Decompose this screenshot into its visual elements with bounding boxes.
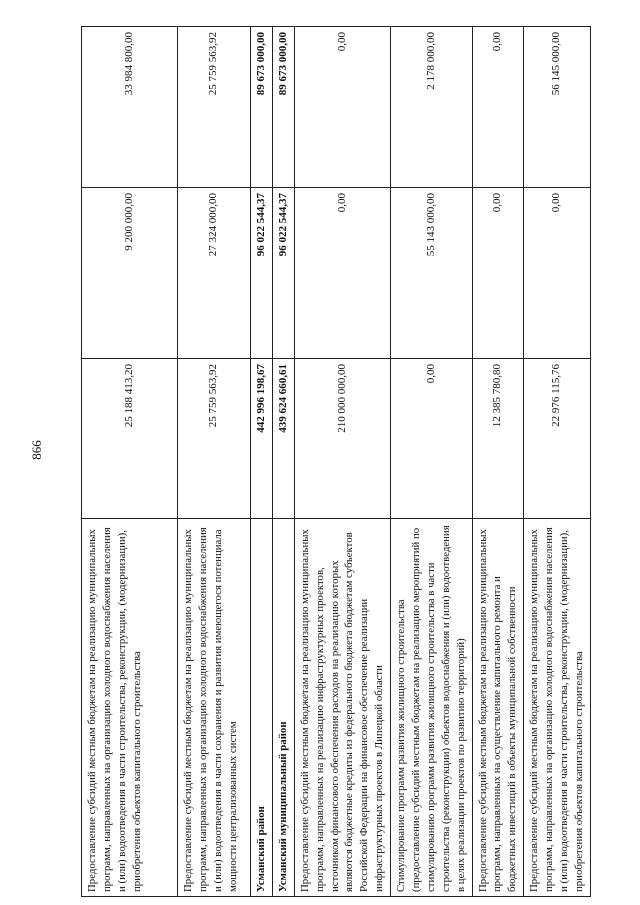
table-body xyxy=(82,27,591,897)
value-cell-1: 210 000 000,00 xyxy=(294,359,390,519)
value-cell-2: 0,00 xyxy=(524,188,591,359)
value-cell-2: 96 022 544,37 xyxy=(272,188,294,359)
row-name-cell: Предоставление субсидий местным бюджетам на реализацию муниципальных программ, направленных на организацию холодного водоснабжения населения и (или) водоотведения в части сохранения и развития имеющегося потенциала мощности централизованных систем xyxy=(178,519,251,897)
value-cell-2: 27 324 000,00 xyxy=(178,188,251,359)
page-number: 866 xyxy=(29,440,44,460)
value-cell-3: 56 145 000,00 xyxy=(524,27,591,188)
value-cell-3: 25 759 563,92 xyxy=(178,27,251,188)
value-cell-2: 0,00 xyxy=(472,188,524,359)
value-cell-2: 0,00 xyxy=(294,188,390,359)
value-cell-3: 33 984 800,00 xyxy=(82,27,178,188)
row-name-cell: Усманский муниципальный район xyxy=(272,519,294,897)
value-cell-1: 439 624 660,61 xyxy=(272,359,294,519)
row-name-cell: Стимулирование программ развития жилищного строительства (предоставление субсидий местным бюджетам на реализацию мероприятий по стимулированию программ развития жилищного строительства в части строительства (реконструкции) объектов водоснабжения и (или) водоотведения в целях реализации проектов по развитию территорий) xyxy=(391,519,472,897)
value-cell-3: 0,00 xyxy=(294,27,390,188)
value-cell-1: 0,00 xyxy=(391,359,472,519)
value-cell-1: 12 385 780,80 xyxy=(472,359,524,519)
rotated-table-container xyxy=(81,27,585,897)
table-row xyxy=(524,27,591,897)
table-row xyxy=(251,27,273,897)
row-name-cell: Предоставление субсидий местным бюджетам на реализацию муниципальных программ, направленных на организацию холодного водоснабжения населения и (или) водоотведения в части строительства, реконструкции, (модернизации), приобретения объектов капитального строительства xyxy=(82,519,178,897)
value-cell-2: 55 143 000,00 xyxy=(391,188,472,359)
row-name-cell: Усманский район xyxy=(251,519,273,897)
value-cell-1: 22 976 115,76 xyxy=(524,359,591,519)
table-row xyxy=(294,27,390,897)
budget-table xyxy=(81,26,591,897)
table-row xyxy=(272,27,294,897)
value-cell-1: 442 996 198,67 xyxy=(251,359,273,519)
table-row xyxy=(472,27,524,897)
value-cell-2: 96 022 544,37 xyxy=(251,188,273,359)
value-cell-3: 0,00 xyxy=(472,27,524,188)
table-row xyxy=(391,27,472,897)
value-cell-3: 2 178 000,00 xyxy=(391,27,472,188)
row-name-cell: Предоставление субсидий местным бюджетам на реализацию муниципальных программ, направленных на организацию холодного водоснабжения населения и (или) водоотведения в части строительства, реконструкции, (модернизации), приобретения объектов капитального строительства xyxy=(524,519,591,897)
table-row xyxy=(178,27,251,897)
table-row xyxy=(82,27,178,897)
value-cell-2: 9 200 000,00 xyxy=(82,188,178,359)
value-cell-1: 25 188 413,20 xyxy=(82,359,178,519)
value-cell-1: 25 759 563,92 xyxy=(178,359,251,519)
value-cell-3: 89 673 000,00 xyxy=(251,27,273,188)
row-name-cell: Предоставление субсидий местным бюджетам на реализацию муниципальных программ, направленных на осуществление капитального ремонта и бюджетных инвестиций в объекты муниципальной собственности xyxy=(472,519,524,897)
value-cell-3: 89 673 000,00 xyxy=(272,27,294,188)
row-name-cell: Предоставление субсидий местным бюджетам на реализацию муниципальных программ, направленных на реализацию инфраструктурных проектов, источником финансового обеспечения расходов на реализацию которых являются бюджетные кредиты из федерального бюджета бюджетам субъектов Российской Федерации на финансовое обеспечение реализации инфраструктурных проектов в Липецкой области xyxy=(294,519,390,897)
